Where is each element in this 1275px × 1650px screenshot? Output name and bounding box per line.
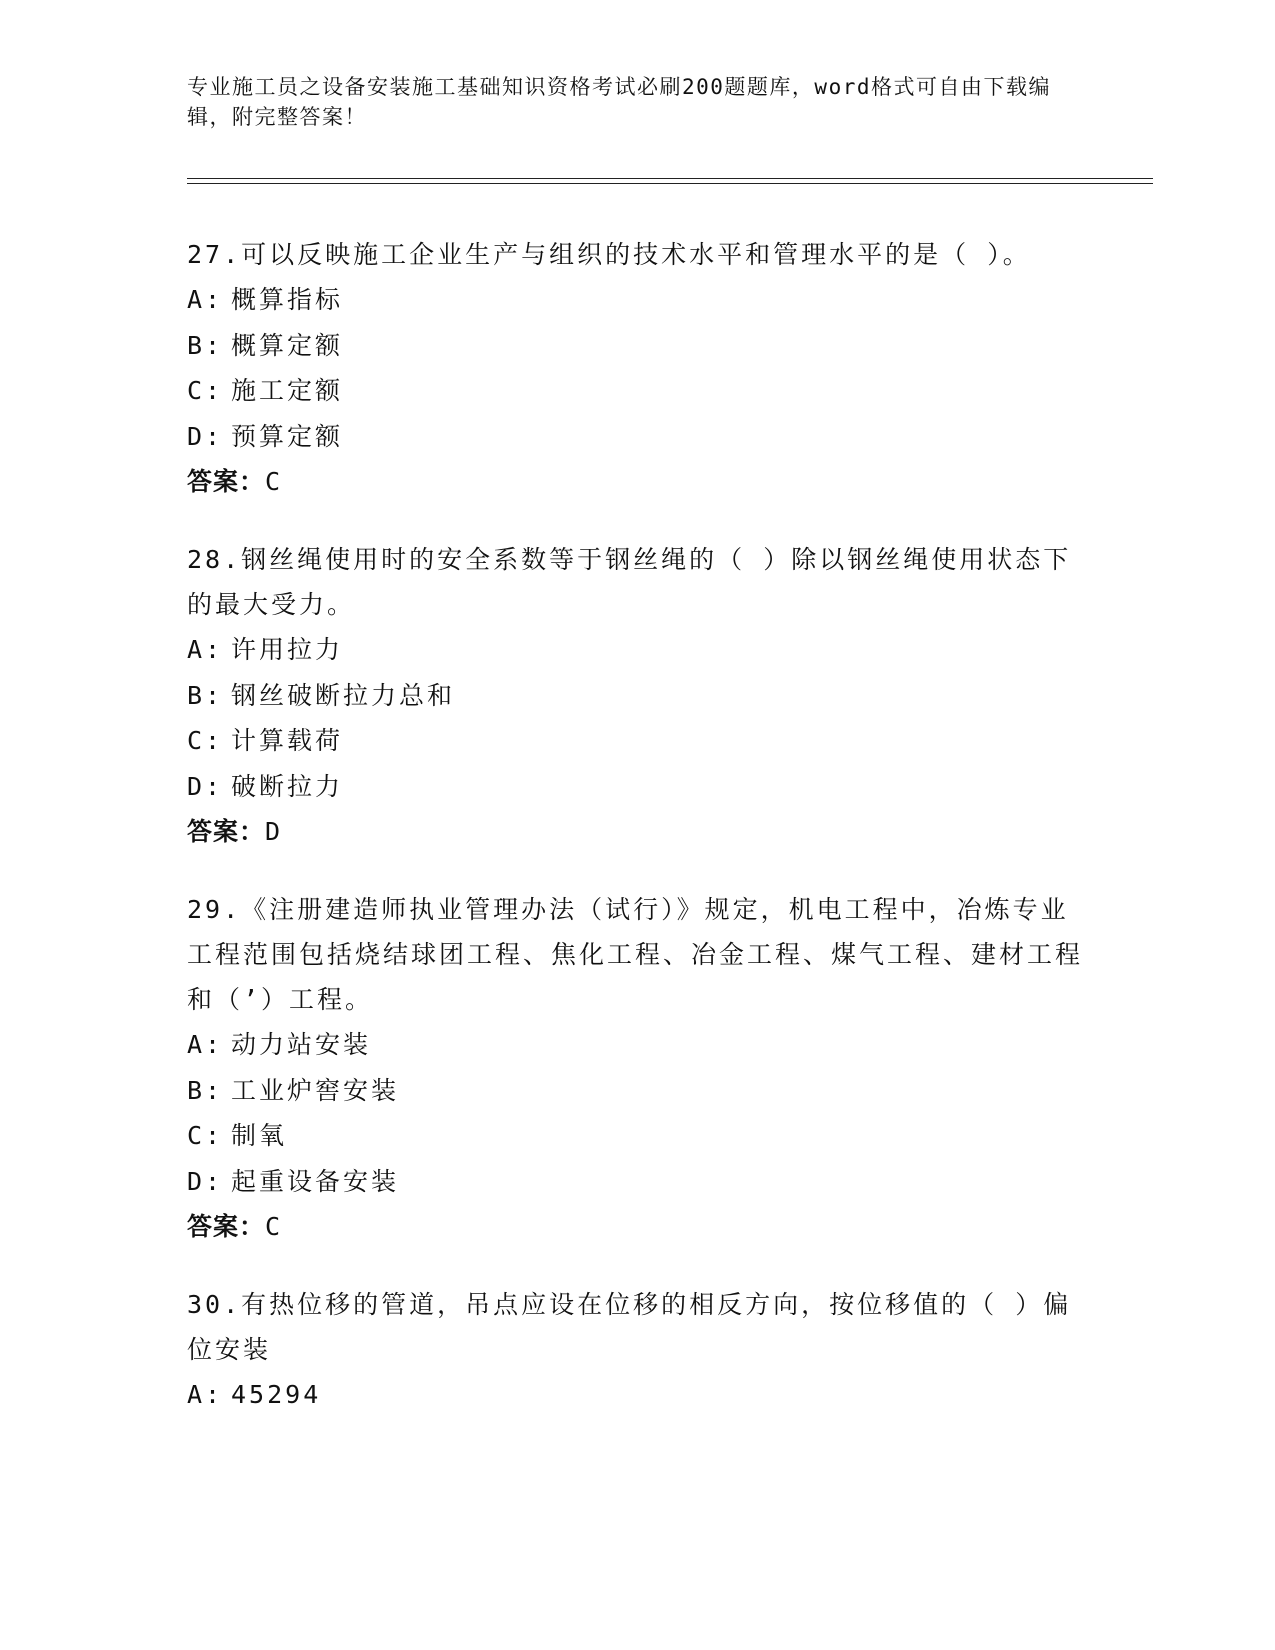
option-text: 钢丝破断拉力总和 (231, 680, 456, 710)
question-30 (187, 1282, 1087, 1418)
option-text: 计算载荷 (231, 726, 344, 755)
question-29 (187, 887, 1087, 1249)
option-key: D: (187, 421, 224, 451)
option-key: D: (187, 1166, 224, 1196)
question-stem: 30.有热位移的管道，吊点应设在位移的相反方向，按位移值的（ ）偏位安装 (187, 1290, 1072, 1364)
option-d (187, 1159, 1087, 1205)
option-b (187, 673, 1087, 719)
option-c (187, 1113, 1087, 1159)
option-key: B: (187, 330, 224, 360)
option-a (187, 277, 1087, 323)
option-d (187, 414, 1087, 460)
option-key: D: (187, 771, 224, 801)
answer-label: 答案： (187, 467, 266, 496)
option-text: 施工定额 (231, 376, 344, 405)
option-text: 动力站安装 (231, 1030, 372, 1059)
option-key: C: (187, 376, 224, 405)
answer-value: C (265, 467, 282, 496)
question-list (187, 232, 1087, 1451)
option-key: B: (187, 1075, 224, 1105)
option-a (187, 1022, 1087, 1068)
answer-line (187, 809, 1087, 854)
option-key: C: (187, 726, 224, 755)
option-text: 破断拉力 (231, 771, 344, 801)
option-text: 制氧 (231, 1121, 288, 1150)
option-c (187, 718, 1087, 764)
option-text: 起重设备安装 (231, 1166, 400, 1196)
option-key: A: (187, 1380, 224, 1409)
option-key: A: (187, 285, 224, 314)
answer-line (187, 459, 1087, 504)
option-a (187, 627, 1087, 673)
option-text: 45294 (231, 1380, 322, 1409)
question-27 (187, 232, 1087, 504)
option-d (187, 764, 1087, 810)
answer-line (187, 1204, 1087, 1249)
option-text: 预算定额 (231, 421, 344, 451)
document-header: 专业施工员之设备安装施工基础知识资格考试必刷200题题库，word格式可自由下载编辑，附完整答案！ (187, 75, 1051, 129)
option-c (187, 368, 1087, 414)
option-b (187, 323, 1087, 369)
option-text: 概算指标 (231, 285, 344, 314)
question-28 (187, 537, 1087, 854)
option-key: B: (187, 680, 224, 710)
option-text: 许用拉力 (231, 635, 344, 664)
answer-label: 答案： (187, 1212, 266, 1241)
header-divider-top (187, 178, 1153, 179)
option-key: A: (187, 635, 224, 664)
answer-value: D (265, 817, 282, 846)
option-text: 工业炉窖安装 (231, 1075, 400, 1105)
question-stem: 28.钢丝绳使用时的安全系数等于钢丝绳的（ ）除以钢丝绳使用状态下的最大受力。 (187, 545, 1072, 619)
option-text: 概算定额 (231, 330, 344, 360)
question-stem: 29.《注册建造师执业管理办法（试行）》规定，机电工程中，冶炼专业工程范围包括烧结球团工程、焦化工程、冶金工程、煤气工程、建材工程和（’）工程。 (187, 895, 1084, 1014)
answer-value: C (265, 1212, 282, 1241)
question-stem: 27.可以反映施工企业生产与组织的技术水平和管理水平的是（ ）。 (187, 240, 1031, 269)
option-a (187, 1372, 1087, 1418)
header-divider-bottom (187, 183, 1153, 184)
option-key: A: (187, 1030, 224, 1059)
option-key: C: (187, 1121, 224, 1150)
option-b (187, 1068, 1087, 1114)
answer-label: 答案： (187, 817, 266, 846)
